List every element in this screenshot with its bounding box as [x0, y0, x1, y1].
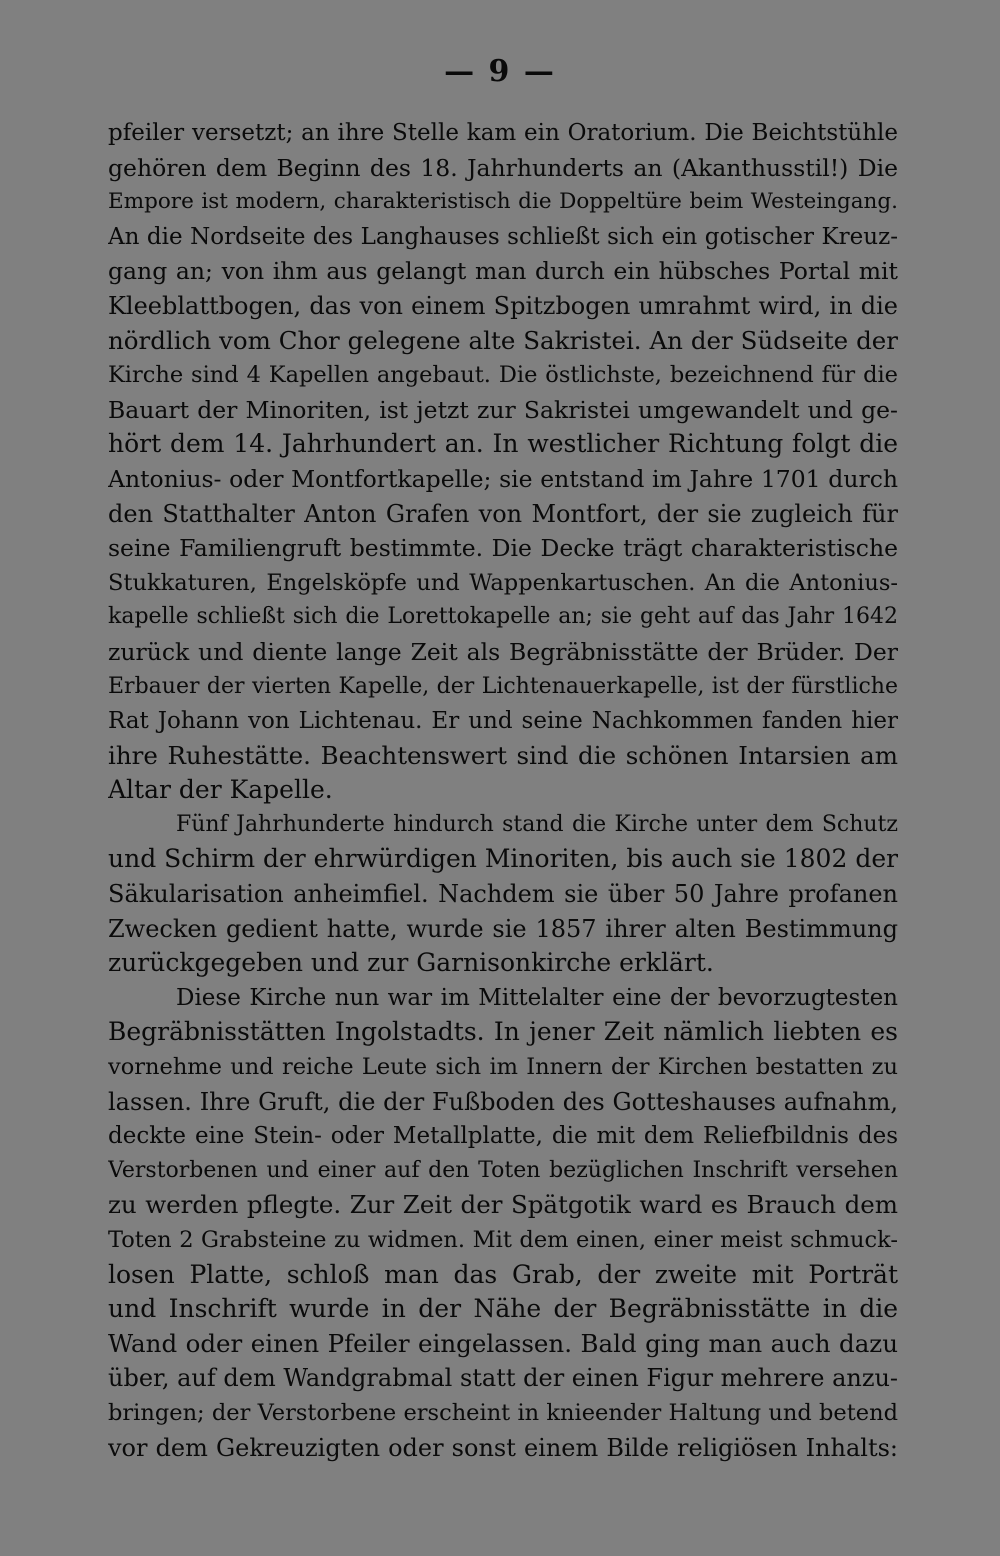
text-line: vornehme und reiche Leute sich im Innern der Kirchen bestatten zu	[108, 1054, 898, 1081]
text-line: Bauart der Minoriten, ist jetzt zur Sakristei umgewandelt und ge-	[108, 395, 898, 424]
text-line: pfeiler versetzt; an ihre Stelle kam ein Oratorium. Die Beichtstühle	[108, 120, 898, 146]
text-line: zurückgegeben und zur Garnisonkirche erklärt.	[108, 948, 714, 978]
text-line: Zwecken gedient hatte, wurde sie 1857 ihrer alten Bestimmung	[108, 914, 898, 943]
text-line: Stukkaturen, Engelsköpfe und Wappenkartuschen. An die Antonius-	[108, 569, 898, 596]
text-line: Empore ist modern, charakteristisch die Doppeltüre beim Westeingang.	[108, 189, 898, 215]
text-line: Rat Johann von Lichtenau. Er und seine Nachkommen fanden hier	[108, 708, 898, 735]
text-line: gehören dem Beginn des 18. Jahrhunderts an (Akanthusstil!) Die	[108, 153, 898, 182]
text-line: nördlich vom Chor gelegene alte Sakristei. An der Südseite der	[108, 325, 898, 355]
text-line: Altar der Kapelle.	[108, 775, 333, 805]
text-line: Verstorbenen und einer auf den Toten bezüglichen Inschrift versehen	[108, 1157, 898, 1183]
page-number: — 9 —	[444, 54, 556, 89]
text-line: Fünf Jahrhunderte hindurch stand die Kirche unter dem Schutz	[176, 811, 898, 837]
text-line: Diese Kirche nun war im Mittelalter eine der bevorzugtesten	[176, 984, 898, 1011]
text-line: losen Platte, schloß man das Grab, der zweite mit Porträt	[108, 1259, 898, 1289]
text-line: zu werden pflegte. Zur Zeit der Spätgotik ward es Brauch dem	[108, 1190, 898, 1220]
text-line: bringen; der Verstorbene erscheint in knieender Haltung und betend	[108, 1399, 898, 1426]
text-line: Toten 2 Grabsteine zu widmen. Mit dem einen, einer meist schmuck-	[108, 1227, 898, 1253]
text-line: hört dem 14. Jahrhundert an. In westlicher Richtung folgt die	[108, 429, 898, 459]
text-line: zurück und diente lange Zeit als Begräbnisstätte der Brüder. Der	[108, 637, 898, 666]
text-line: und Schirm der ehrwürdigen Minoriten, bis auch sie 1802 der	[108, 844, 898, 874]
text-line: Antonius- oder Montfortkapelle; sie entstand im Jahre 1701 durch	[108, 464, 898, 493]
text-line: seine Familiengruft bestimmte. Die Decke trägt charakteristische	[108, 534, 898, 563]
text-line: Kirche sind 4 Kapellen angebaut. Die östlichste, bezeichnend für die	[108, 362, 898, 389]
paragraph-2	[108, 808, 898, 981]
text-line: und Inschrift wurde in der Nähe der Begräbnisstätte in die	[108, 1294, 898, 1324]
text-line: deckte eine Stein- oder Metallplatte, die mit dem Reliefbildnis des	[108, 1123, 898, 1150]
body-text	[108, 116, 898, 1465]
paragraph-1	[108, 116, 898, 808]
text-line: kapelle schließt sich die Lorettokapelle an; sie geht auf das Jahr 1642	[108, 604, 898, 630]
text-line: ihre Ruhestätte. Beachtenswert sind die schönen Intarsien am	[108, 740, 898, 770]
text-line: lassen. Ihre Gruft, die der Fußboden des Gotteshauses aufnahm,	[108, 1087, 898, 1116]
text-line: Säkularisation anheimfiel. Nachdem sie über 50 Jahre profanen	[108, 880, 898, 909]
text-line: An die Nordseite des Langhauses schließt sich ein gotischer Kreuz-	[108, 223, 898, 250]
text-line: Erbauer der vierten Kapelle, der Lichtenauerkapelle, ist der fürstliche	[108, 673, 898, 699]
paragraph-3	[108, 981, 898, 1465]
text-line: Wand oder einen Pfeiler eingelassen. Bald ging man auch dazu	[108, 1328, 898, 1358]
text-line: Begräbnisstätten Ingolstadts. In jener Zeit nämlich liebten es	[108, 1017, 898, 1047]
text-line: gang an; von ihm aus gelangt man durch ein hübsches Portal mit	[108, 257, 898, 286]
text-line: Kleeblattbogen, das von einem Spitzbogen umrahmt wird, in die	[108, 291, 898, 320]
text-line: den Statthalter Anton Grafen von Montfort, der sie zugleich für	[108, 499, 898, 528]
text-line: vor dem Gekreuzigten oder sonst einem Bilde religiösen Inhalts:	[108, 1433, 898, 1462]
text-line: über, auf dem Wandgrabmal statt der einen Figur mehrere anzu-	[108, 1364, 898, 1393]
